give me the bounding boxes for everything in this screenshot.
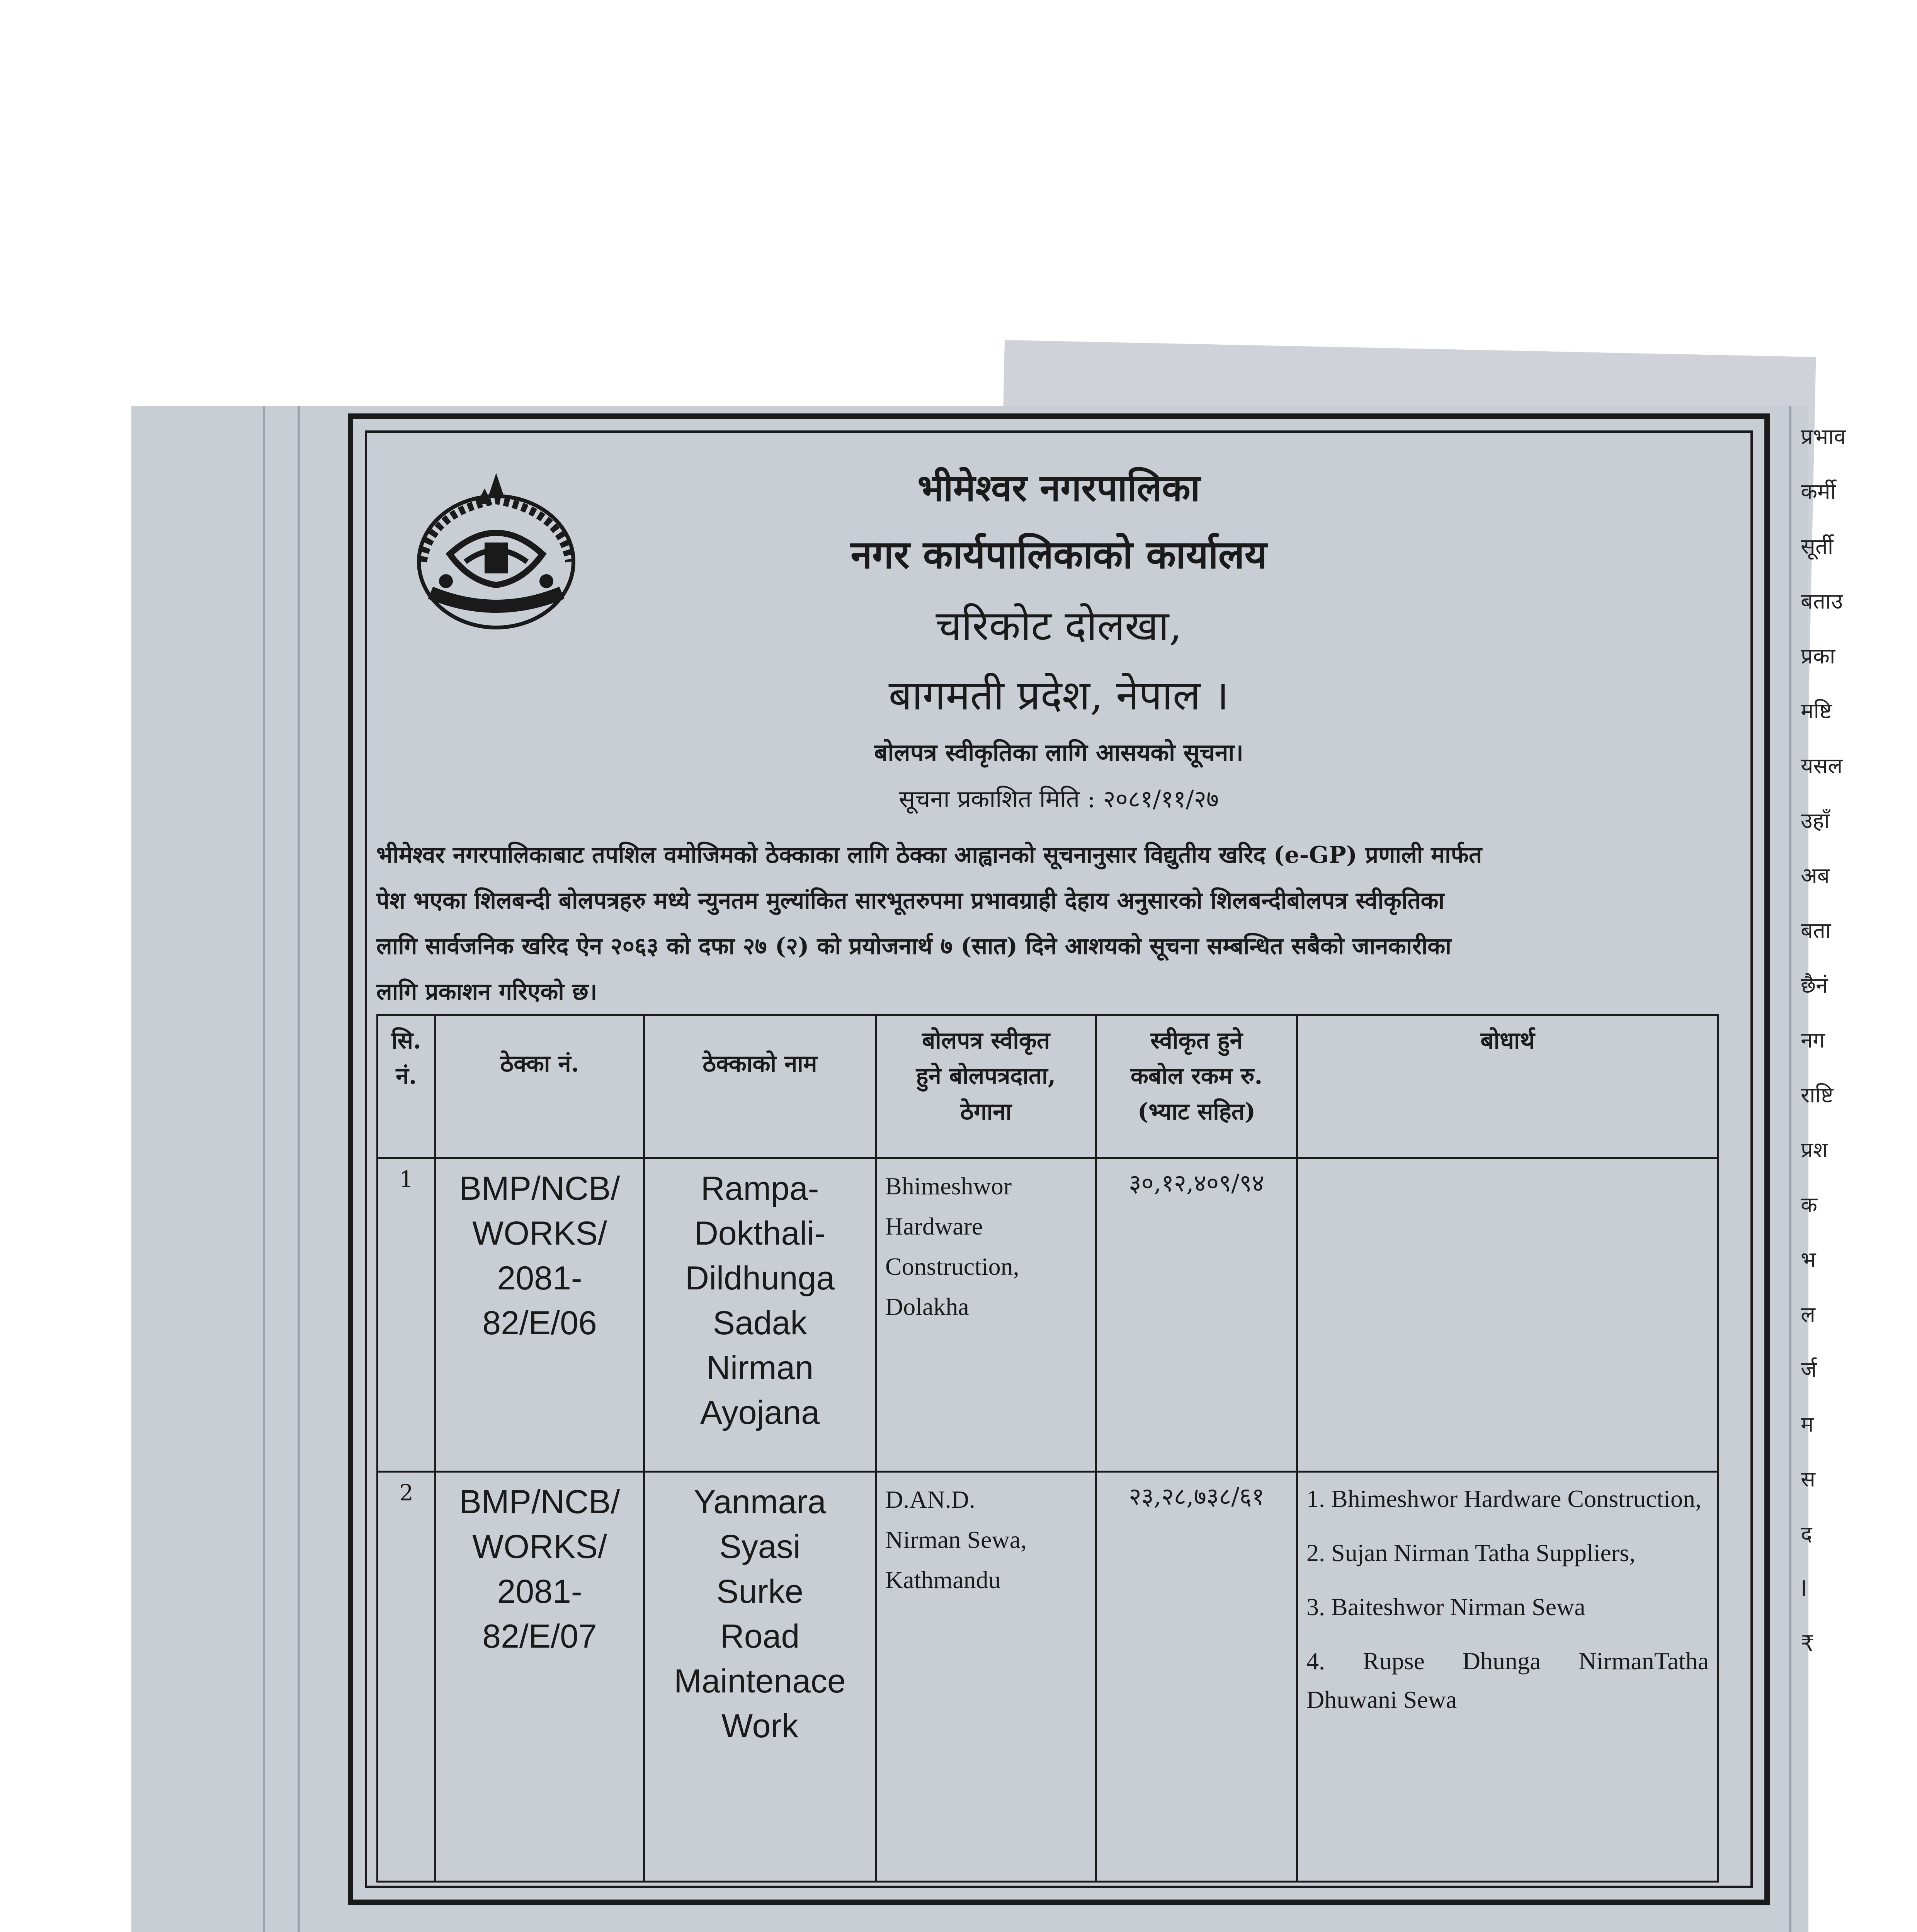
contract-name-line: Nirman bbox=[706, 1349, 814, 1386]
adjacent-column-fragment: सूर्ती bbox=[1801, 534, 1834, 559]
contract-no-line: 2081- bbox=[497, 1573, 582, 1610]
header-bidder bbox=[876, 1015, 1096, 1158]
bidder-line: Dolakha bbox=[885, 1293, 969, 1320]
row-sn: 1 bbox=[378, 1158, 435, 1472]
bidder-line: Nirman Sewa, bbox=[885, 1526, 1027, 1553]
bidder-line: Construction, bbox=[885, 1253, 1019, 1280]
adjacent-column-fragment: राष्टि bbox=[1801, 1083, 1834, 1108]
contract-name-line: Ayojana bbox=[700, 1394, 820, 1431]
contract-no-line: BMP/NCB/ bbox=[459, 1170, 620, 1207]
adjacent-column-fragment: अब bbox=[1801, 863, 1830, 888]
column-rule bbox=[298, 406, 300, 1932]
notice-body-line: भीमेश्वर नगरपालिकाबाट तपशिल वमोजिमको ठेक्काका लागि ठेक्का आह्वानको सूचनानुसार विद्युतीय खरिद (e-GP) प्रणाली मार्फत bbox=[376, 842, 1482, 869]
adjacent-column-fragment: मष्टि bbox=[1801, 699, 1832, 724]
adjacent-column-fragment: क bbox=[1801, 1192, 1818, 1218]
header-amount bbox=[1096, 1015, 1297, 1158]
contract-no-line: WORKS/ bbox=[472, 1528, 607, 1565]
bidder-line: Kathmandu bbox=[885, 1566, 1001, 1594]
contract-name-line: Surke bbox=[716, 1573, 803, 1610]
adjacent-column-fragment: छैनं bbox=[1801, 973, 1828, 998]
header-bidder-line: हुने बोलपत्रदाता, bbox=[916, 1063, 1056, 1090]
location-line-2: बागमती प्रदेश, नेपाल । bbox=[888, 672, 1229, 719]
header-amount-line: कबोल रकम रु. bbox=[1130, 1063, 1263, 1090]
contract-name-line: Syasi bbox=[719, 1528, 801, 1565]
notice-body-line: लागि सार्वजनिक खरिद ऐन २०६३ को दफा २७ (२) को प्रयोजनार्थ ७ (सात) दिने आशयको सूचना सम्बन्धित सबैको जानकारीका bbox=[376, 933, 1451, 960]
row-contract-name bbox=[644, 1158, 876, 1472]
adjacent-column-fragment: भ bbox=[1801, 1247, 1816, 1272]
column-rule bbox=[1789, 406, 1791, 1932]
notice-box bbox=[348, 413, 1770, 1905]
adjacent-column-fragment: ₹ bbox=[1801, 1631, 1815, 1656]
column-rule bbox=[263, 406, 265, 1932]
adjacent-column-fragment: उहाँ bbox=[1801, 808, 1830, 833]
row-contract-no bbox=[435, 1158, 644, 1472]
notice-body bbox=[376, 832, 1741, 1015]
bidder-line: Hardware bbox=[885, 1213, 983, 1240]
adjacent-column-fragment: यसल bbox=[1801, 753, 1843, 779]
header-amount-line: स्वीकृत हुने bbox=[1150, 1027, 1243, 1054]
remark-item: 3. Baiteshwor Nirman Sewa bbox=[1306, 1593, 1585, 1621]
location-line-1: चरिकोट दोलखा, bbox=[936, 602, 1182, 650]
municipality-name: भीमेश्वर नगरपालिका bbox=[917, 466, 1200, 510]
row-remarks bbox=[1297, 1158, 1718, 1472]
contract-no-line: 2081- bbox=[497, 1260, 582, 1297]
office-name: नगर कार्यपालिकाको कार्यालय bbox=[850, 532, 1267, 577]
remark-item: 1. Bhimeshwor Hardware Construction, bbox=[1306, 1485, 1702, 1512]
adjacent-column-fragment: बता bbox=[1801, 918, 1831, 943]
header-contract-no bbox=[435, 1015, 644, 1158]
adjacent-column-fragment: बताउ bbox=[1801, 589, 1843, 614]
table-row bbox=[378, 1158, 1718, 1472]
contract-name-line: Rampa- bbox=[701, 1170, 819, 1207]
header-sn-line: नं. bbox=[396, 1063, 417, 1090]
contract-no-line: WORKS/ bbox=[472, 1215, 607, 1252]
header-bidder-line: ठेगाना bbox=[960, 1098, 1012, 1125]
row-contract-no bbox=[435, 1472, 644, 1882]
header-contract-name-text: ठेक्काको नाम bbox=[703, 1050, 817, 1077]
contract-no-line: 82/E/07 bbox=[482, 1618, 597, 1655]
contract-no-line: BMP/NCB/ bbox=[459, 1483, 620, 1520]
row-sn: 2 bbox=[378, 1472, 435, 1882]
row-bidder bbox=[876, 1472, 1096, 1882]
row-bidder bbox=[876, 1158, 1096, 1472]
row-amount: २३,२८,७३८/६१ bbox=[1096, 1472, 1297, 1882]
adjacent-column-fragment: I bbox=[1801, 1577, 1807, 1602]
adjacent-column-fragment: स bbox=[1801, 1467, 1815, 1492]
adjacent-column-fragment: प्रभाव bbox=[1801, 424, 1846, 449]
adjacent-column-fragment: ल bbox=[1801, 1302, 1815, 1327]
table-row bbox=[378, 1472, 1718, 1882]
contract-name-line: Yanmara bbox=[694, 1483, 826, 1520]
table-header-row bbox=[378, 1015, 1718, 1158]
row-amount: ३०,१२,४०९/९४ bbox=[1096, 1158, 1297, 1472]
adjacent-column-fragment: नग bbox=[1801, 1028, 1825, 1053]
header-contract-no-text: ठेक्का नं. bbox=[500, 1050, 579, 1077]
remark-item: 2. Sujan Nirman Tatha Suppliers, bbox=[1306, 1539, 1636, 1566]
adjacent-column-text bbox=[1801, 410, 1878, 1672]
bidder-line: Bhimeshwor bbox=[885, 1172, 1012, 1200]
bidder-line: D.AN.D. bbox=[885, 1486, 975, 1513]
contract-no-line: 82/E/06 bbox=[482, 1304, 597, 1342]
published-date: सूचना प्रकाशित मिति : २०८१/११/२७ bbox=[898, 785, 1219, 813]
contract-name-line: Sadak bbox=[713, 1304, 807, 1342]
adjacent-column-fragment: म bbox=[1801, 1412, 1814, 1437]
adjacent-column-fragment: द bbox=[1801, 1522, 1812, 1547]
award-table bbox=[376, 1014, 1719, 1883]
notice-subject: बोलपत्र स्वीकृतिका लागि आसयको सूचना। bbox=[874, 738, 1243, 767]
header-remarks-text: बोधार्थ bbox=[1480, 1027, 1535, 1054]
header-sn bbox=[378, 1015, 435, 1158]
contract-name-line: Dildhunga bbox=[685, 1260, 835, 1297]
row-contract-name bbox=[644, 1472, 876, 1882]
header-amount-line: (भ्याट सहित) bbox=[1137, 1098, 1256, 1125]
row-remarks bbox=[1297, 1472, 1718, 1882]
contract-name-line: Dokthali- bbox=[694, 1215, 826, 1252]
contract-name-line: Work bbox=[721, 1708, 799, 1745]
header-bidder-line: बोलपत्र स्वीकृत bbox=[922, 1027, 1050, 1054]
contract-name-line: Road bbox=[720, 1618, 800, 1655]
adjacent-column-fragment: कर्मी bbox=[1801, 479, 1836, 504]
notice-body-line: लागि प्रकाशन गरिएको छ। bbox=[376, 978, 597, 1005]
remark-item: 4. Rupse Dhunga NirmanTatha Dhuwani Sewa bbox=[1306, 1647, 1709, 1713]
adjacent-column-fragment: प्रका bbox=[1801, 644, 1835, 669]
header-remarks bbox=[1297, 1015, 1718, 1158]
contract-name-line: Maintenace bbox=[674, 1663, 846, 1700]
adjacent-column-fragment: प्रश bbox=[1801, 1138, 1828, 1163]
adjacent-column-fragment: र्ज bbox=[1801, 1357, 1817, 1382]
notice-body-line: पेश भएका शिलबन्दी बोलपत्रहरु मध्ये न्युनतम मुल्यांकित सारभूतरुपमा प्रभावग्राही देहाय अनुसारको शिलबन्दीबोलपत्र स्वीकृतिका bbox=[376, 887, 1445, 914]
header-contract-name bbox=[644, 1015, 876, 1158]
header-sn-line: सि. bbox=[391, 1027, 421, 1054]
